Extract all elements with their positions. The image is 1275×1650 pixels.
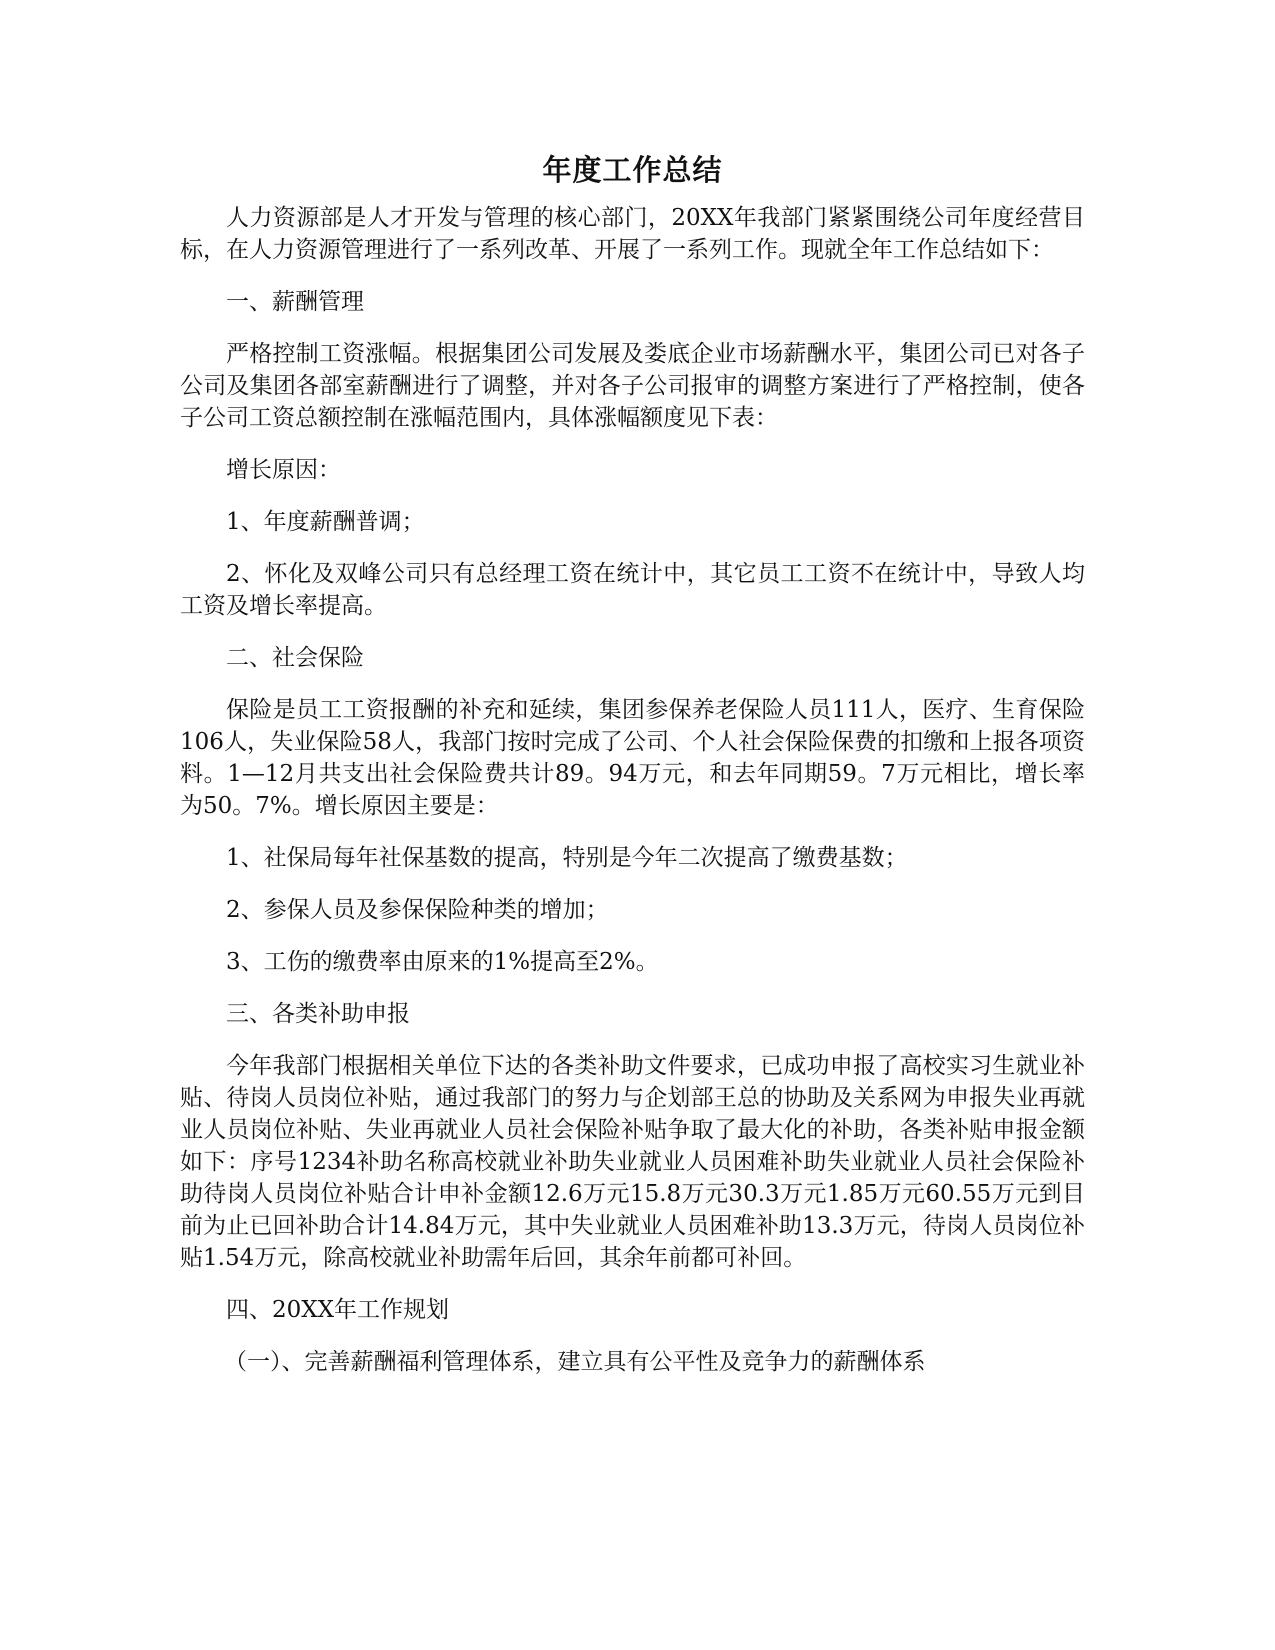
growth-reason-label: 增长原因： xyxy=(226,457,341,483)
document-page xyxy=(180,150,1085,1398)
section-heading-subsidy: 三、各类补助申报 xyxy=(226,1001,410,1027)
insurance-reason-item: 3、工伤的缴费率由原来的1%提高至2%。 xyxy=(226,949,659,975)
growth-reason-item: 1、年度薪酬普调； xyxy=(226,509,425,535)
section-heading-salary: 一、薪酬管理 xyxy=(226,289,364,315)
intro-paragraph: 人力资源部是人才开发与管理的核心部门，20XX年我部门紧紧围绕公司年度经营目标，在人力资源管理进行了一系列改革、开展了一系列工作。现就全年工作总结如下： xyxy=(180,205,1085,263)
document-title: 年度工作总结 xyxy=(542,153,723,187)
insurance-reason-item: 1、社保局每年社保基数的提高，特别是今年二次提高了缴费基数； xyxy=(226,845,908,871)
section-heading-insurance: 二、社会保险 xyxy=(226,645,364,671)
section-heading-plan: 四、20XX年工作规划 xyxy=(226,1297,450,1323)
salary-paragraph: 严格控制工资涨幅。根据集团公司发展及娄底企业市场薪酬水平，集团公司已对各子公司及集团各部室薪酬进行了调整，并对各子公司报审的调整方案进行了严格控制，使各子公司工资总额控制在涨幅范围内，具体涨幅额度见下表： xyxy=(180,341,1085,431)
insurance-paragraph: 保险是员工工资报酬的补充和延续，集团参保养老保险人员111人，医疗、生育保险106人，失业保险58人，我部门按时完成了公司、个人社会保险保费的扣缴和上报各项资料。1—12月共支出社会保险费共计89。94万元，和去年同期59。7万元相比，增长率为50。7%。增长原因主要是： xyxy=(180,697,1085,819)
plan-item: （一）、完善薪酬福利管理体系，建立具有公平性及竞争力的薪酬体系 xyxy=(224,1349,926,1375)
growth-reason-item: 2、怀化及双峰公司只有总经理工资在统计中，其它员工工资不在统计中，导致人均工资及增长率提高。 xyxy=(180,561,1085,619)
subsidy-paragraph: 今年我部门根据相关单位下达的各类补助文件要求，已成功申报了高校实习生就业补贴、待岗人员岗位补贴，通过我部门的努力与企划部王总的协助及关系网为申报失业再就业人员岗位补贴、失业再就业人员社会保险补贴争取了最大化的补助，各类补贴申报金额如下：序号1234补助名称高校就业补助失业就业人员困难补助失业就业人员社会保险补助待岗人员岗位补贴合计申补金额12.6万元15.8万元30.3万元1.85万元60.55万元到目前为止已回补助合计14.84万元，其中失业就业人员困难补助13.3万元，待岗人员岗位补贴1.54万元，除高校就业补助需年后回，其余年前都可补回。 xyxy=(180,1053,1085,1271)
insurance-reason-item: 2、参保人员及参保保险种类的增加； xyxy=(226,897,609,923)
